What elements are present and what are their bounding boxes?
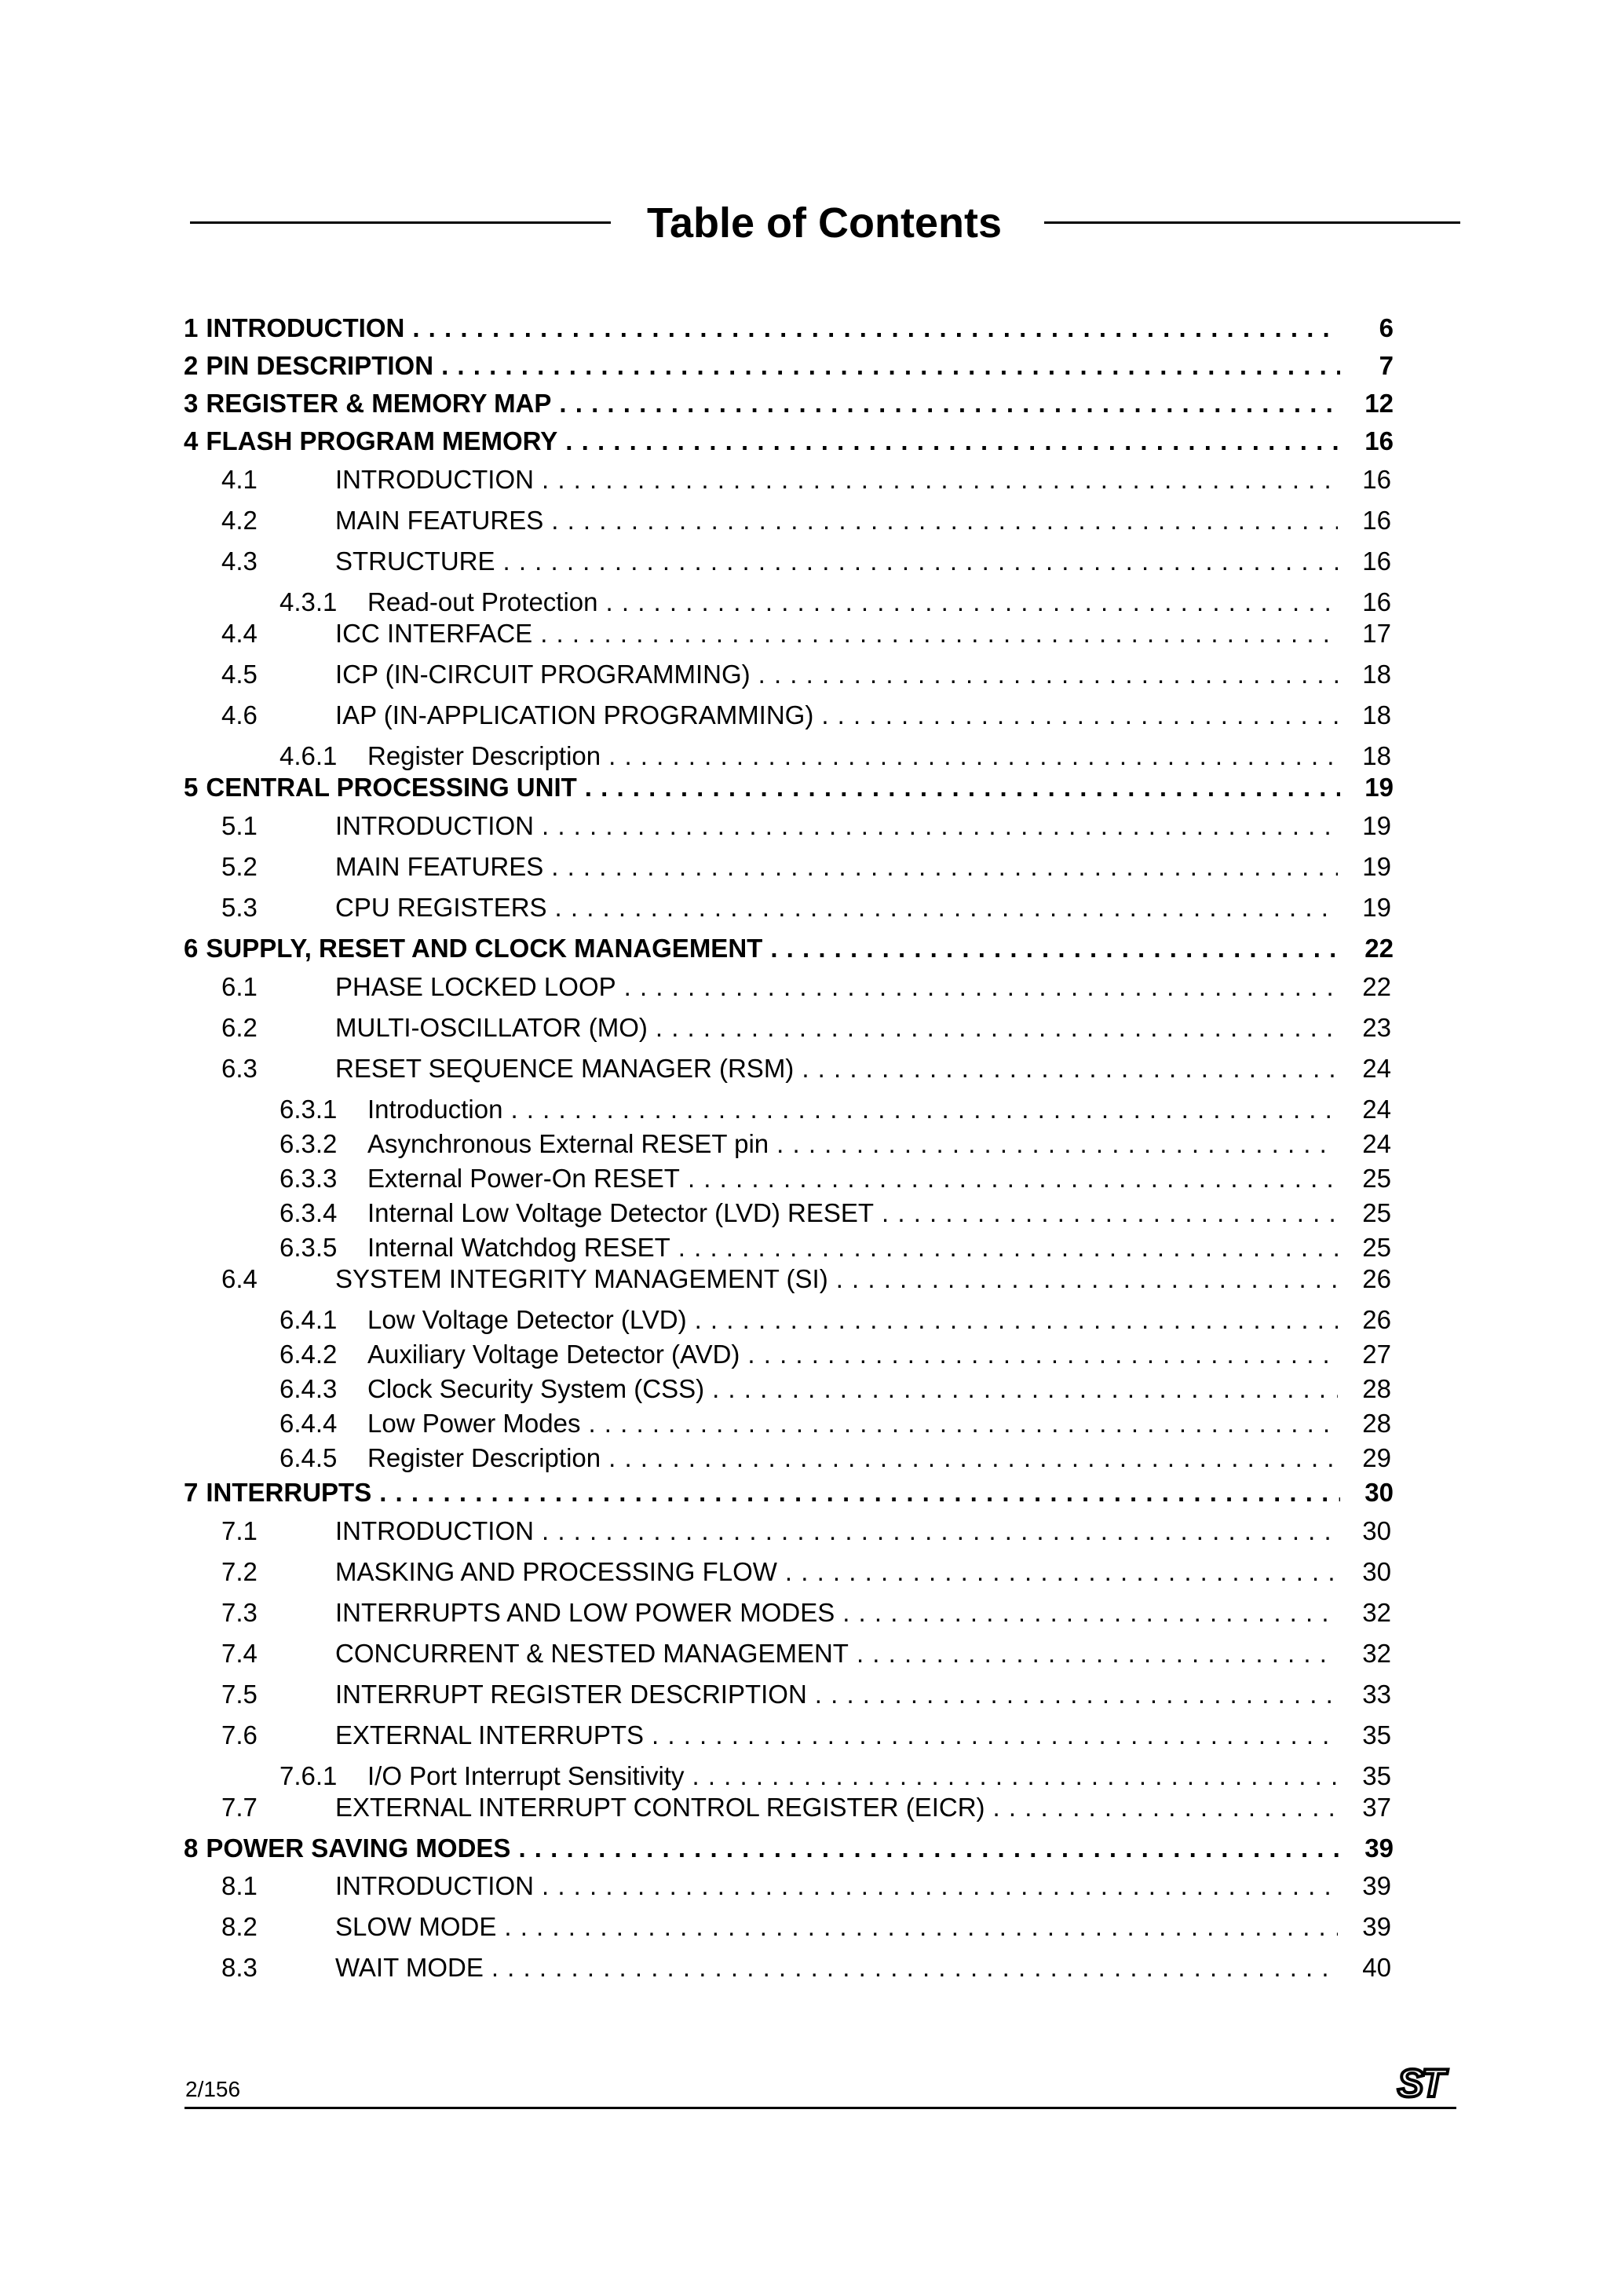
dot-leader xyxy=(491,1951,1338,1985)
toc-entry-page: 25 xyxy=(1362,1233,1391,1262)
toc-entry[interactable] xyxy=(221,890,1391,925)
toc-entry-page: 29 xyxy=(1362,1443,1391,1472)
toc-entry-page: 12 xyxy=(1364,389,1394,418)
toc-entry-title[interactable]: REGISTER & MEMORY MAP xyxy=(206,389,552,418)
toc-entry-number: 7.4 xyxy=(221,1639,258,1668)
toc-entry[interactable] xyxy=(221,1718,1391,1753)
toc-entry-number: 6.4.2 xyxy=(279,1340,338,1369)
toc-entry-page: 22 xyxy=(1364,934,1394,963)
toc-entry[interactable] xyxy=(221,1790,1391,1825)
toc-entry[interactable] xyxy=(221,1011,1391,1045)
toc-entry-number: 8.3 xyxy=(221,1953,258,1982)
dot-leader xyxy=(542,809,1338,843)
toc-entry-page: 25 xyxy=(1362,1164,1391,1193)
toc-entry-title[interactable]: STRUCTURE xyxy=(335,547,495,576)
toc-entry-page: 7 xyxy=(1379,351,1394,380)
dot-leader xyxy=(842,1596,1338,1630)
toc-entry-number: 5 xyxy=(184,773,199,802)
toc-entry-page: 24 xyxy=(1362,1095,1391,1124)
dot-leader xyxy=(518,1831,1340,1866)
dot-leader xyxy=(551,503,1338,538)
toc-entry[interactable] xyxy=(221,616,1391,651)
toc-entry[interactable] xyxy=(279,1441,1391,1475)
dot-leader xyxy=(815,1677,1338,1712)
toc-entry[interactable] xyxy=(279,1092,1391,1127)
toc-entry[interactable] xyxy=(221,1555,1391,1589)
toc-entry[interactable] xyxy=(221,1677,1391,1712)
toc-entry[interactable] xyxy=(221,1514,1391,1548)
toc-entry-number: 6.1 xyxy=(221,972,258,1001)
toc-entry-title[interactable]: ICP (IN-CIRCUIT PROGRAMMING) xyxy=(335,660,751,689)
dot-leader xyxy=(551,850,1338,884)
toc-entry-title[interactable]: Low Power Modes xyxy=(367,1409,581,1438)
toc-entry-number: 6 xyxy=(184,934,199,963)
title-rule-right xyxy=(1044,221,1460,224)
toc-entry-title[interactable]: INTRODUCTION xyxy=(335,1871,534,1900)
dot-leader xyxy=(510,1092,1338,1127)
toc-entry-page: 39 xyxy=(1364,1834,1394,1863)
toc-entry[interactable] xyxy=(279,1759,1391,1793)
dot-leader xyxy=(747,1337,1338,1372)
toc-entry-title[interactable]: Low Voltage Detector (LVD) xyxy=(367,1305,687,1334)
toc-entry[interactable] xyxy=(221,1262,1391,1296)
toc-entry-number: 6.4.5 xyxy=(279,1443,338,1472)
toc-entry-title[interactable]: INTERRUPTS AND LOW POWER MODES xyxy=(335,1598,835,1627)
toc-entry-number: 4.6.1 xyxy=(279,741,338,770)
page-number: 2/156 xyxy=(185,2077,241,2101)
dot-leader xyxy=(882,1196,1338,1230)
dot-leader xyxy=(624,970,1338,1004)
toc-entry-page: 33 xyxy=(1362,1680,1391,1709)
toc-entry-number: 8.1 xyxy=(221,1871,258,1900)
toc-entry-number: 6.3.2 xyxy=(279,1129,338,1158)
toc-entry[interactable] xyxy=(221,503,1391,538)
dot-leader xyxy=(802,1051,1338,1086)
toc-entry[interactable] xyxy=(279,585,1391,620)
dot-leader xyxy=(758,657,1338,692)
toc-entry-title[interactable]: EXTERNAL INTERRUPTS xyxy=(335,1720,645,1749)
toc-entry[interactable] xyxy=(279,1406,1391,1441)
toc-entry-title[interactable]: EXTERNAL INTERRUPT CONTROL REGISTER (EICR) xyxy=(335,1793,985,1822)
toc-entry-page: 28 xyxy=(1362,1409,1391,1438)
toc-entry-number: 6.2 xyxy=(221,1013,258,1042)
toc-entry-title[interactable]: SUPPLY, RESET AND CLOCK MANAGEMENT xyxy=(206,934,763,963)
dot-leader xyxy=(692,1759,1338,1793)
toc-entry-title[interactable]: FLASH PROGRAM MEMORY xyxy=(206,426,558,455)
st-logo xyxy=(1385,2060,1456,2103)
title-rule-left xyxy=(190,221,611,224)
dot-leader xyxy=(504,1910,1338,1944)
dot-leader xyxy=(542,462,1338,497)
toc-entry-page: 22 xyxy=(1362,972,1391,1001)
toc-chapter[interactable] xyxy=(184,931,1394,966)
toc-entry-title[interactable]: WAIT MODE xyxy=(335,1953,484,1982)
toc-chapter[interactable] xyxy=(184,349,1394,383)
toc-entry-title[interactable]: CENTRAL PROCESSING UNIT xyxy=(206,773,577,802)
toc-entry-title[interactable]: Register Description xyxy=(367,1443,601,1472)
toc-entry-number: 5.2 xyxy=(221,852,258,881)
toc-entry-title[interactable]: INTRODUCTION xyxy=(335,1516,534,1545)
toc-entry-title[interactable]: Internal Watchdog RESET xyxy=(367,1233,670,1262)
dot-leader xyxy=(652,1718,1338,1753)
toc-entry-title[interactable]: INTRODUCTION xyxy=(335,811,534,840)
toc-entry-page: 19 xyxy=(1362,852,1391,881)
toc-entry-title[interactable]: CONCURRENT & NESTED MANAGEMENT xyxy=(335,1639,849,1668)
toc-entry-number: 7.3 xyxy=(221,1598,258,1627)
toc-entry-page: 16 xyxy=(1362,465,1391,494)
toc-entry-title[interactable]: INTERRUPTS xyxy=(206,1478,372,1507)
toc-entry-number: 4.5 xyxy=(221,660,258,689)
toc-entry-page: 18 xyxy=(1362,741,1391,770)
toc-entry-page: 19 xyxy=(1362,811,1391,840)
toc-entry-title[interactable]: MASKING AND PROCESSING FLOW xyxy=(335,1557,777,1586)
toc-entry-number: 6.4 xyxy=(221,1264,258,1293)
toc-entry-number: 6.4.1 xyxy=(279,1305,338,1334)
page-title: Table of Contents xyxy=(647,199,1002,247)
toc-entry-page: 27 xyxy=(1362,1340,1391,1369)
toc-entry-number: 5.1 xyxy=(221,811,258,840)
dot-leader xyxy=(712,1372,1338,1406)
toc-entry-number: 4.2 xyxy=(221,506,258,535)
toc-entry-number: 8 xyxy=(184,1834,199,1863)
toc-entry[interactable] xyxy=(221,1910,1391,1944)
toc-entry-page: 16 xyxy=(1362,587,1391,616)
toc-entry[interactable] xyxy=(221,1951,1391,1985)
toc-entry-number: 6.4.3 xyxy=(279,1374,338,1403)
toc-entry-title[interactable]: MAIN FEATURES xyxy=(335,852,544,881)
toc-entry-number: 4 xyxy=(184,426,199,455)
dot-leader xyxy=(608,1441,1338,1475)
toc-entry[interactable] xyxy=(221,1636,1391,1671)
toc-chapter[interactable] xyxy=(184,1831,1394,1866)
toc-chapter[interactable] xyxy=(184,424,1394,459)
toc-entry-title[interactable]: MULTI-OSCILLATOR (MO) xyxy=(335,1013,648,1042)
toc-entry-number: 4.3 xyxy=(221,547,258,576)
dot-leader xyxy=(836,1262,1338,1296)
toc-entry-page: 40 xyxy=(1362,1953,1391,1982)
toc-entry-title[interactable]: PHASE LOCKED LOOP xyxy=(335,972,616,1001)
toc-entry-title[interactable]: INTERRUPT REGISTER DESCRIPTION xyxy=(335,1680,807,1709)
toc-entry-page: 25 xyxy=(1362,1198,1391,1227)
toc-entry[interactable] xyxy=(279,1303,1391,1337)
dot-leader xyxy=(585,770,1340,805)
toc-entry-title[interactable]: SLOW MODE xyxy=(335,1912,497,1941)
toc-entry-page: 35 xyxy=(1362,1720,1391,1749)
dot-leader xyxy=(821,698,1338,733)
dot-leader xyxy=(559,386,1340,421)
toc-entry-title[interactable]: INTRODUCTION xyxy=(335,465,534,494)
toc-entry-page: 16 xyxy=(1362,506,1391,535)
toc-entry[interactable] xyxy=(221,1051,1391,1086)
toc-entry-title[interactable]: I/O Port Interrupt Sensitivity xyxy=(367,1761,685,1790)
dot-leader xyxy=(540,616,1338,651)
toc-entry-number: 7.7 xyxy=(221,1793,258,1822)
dot-leader xyxy=(441,349,1340,383)
toc-entry-title[interactable]: POWER SAVING MODES xyxy=(206,1834,511,1863)
toc-entry-number: 7.6.1 xyxy=(279,1761,338,1790)
toc-entry-title[interactable]: INTRODUCTION xyxy=(206,313,405,342)
toc-entry-page: 32 xyxy=(1362,1639,1391,1668)
dot-leader xyxy=(688,1161,1338,1196)
dot-leader xyxy=(555,890,1338,925)
toc-entry[interactable] xyxy=(279,1337,1391,1372)
dot-leader xyxy=(695,1303,1338,1337)
toc-entry-title[interactable]: Auxiliary Voltage Detector (AVD) xyxy=(367,1340,740,1369)
toc-entry-title[interactable]: RESET SEQUENCE MANAGER (RSM) xyxy=(335,1054,795,1083)
toc-entry-title[interactable]: MAIN FEATURES xyxy=(335,506,544,535)
toc-chapter[interactable] xyxy=(184,311,1394,345)
dot-leader xyxy=(656,1011,1338,1045)
toc-entry-title[interactable]: Internal Low Voltage Detector (LVD) RESET xyxy=(367,1198,875,1227)
toc-entry-page: 32 xyxy=(1362,1598,1391,1627)
dot-leader xyxy=(785,1555,1338,1589)
toc-entry[interactable] xyxy=(221,809,1391,843)
toc-entry-number: 4.1 xyxy=(221,465,258,494)
dot-leader xyxy=(542,1514,1338,1548)
dot-leader xyxy=(503,544,1339,579)
toc-entry-number: 7.1 xyxy=(221,1516,258,1545)
toc-entry-page: 39 xyxy=(1362,1871,1391,1900)
toc-entry-number: 6.3 xyxy=(221,1054,258,1083)
toc-entry-number: 4.3.1 xyxy=(279,587,338,616)
toc-entry-title[interactable]: CPU REGISTERS xyxy=(335,893,547,922)
toc-entry-number: 5.3 xyxy=(221,893,258,922)
toc-entry[interactable] xyxy=(221,657,1391,692)
dot-leader xyxy=(606,585,1338,620)
toc-chapter[interactable] xyxy=(184,770,1394,805)
toc-entry-page: 24 xyxy=(1362,1129,1391,1158)
toc-entry-page: 6 xyxy=(1379,313,1394,342)
toc-entry-number: 7.2 xyxy=(221,1557,258,1586)
toc-entry-number: 6.3.4 xyxy=(279,1198,338,1227)
toc-chapter[interactable] xyxy=(184,1475,1394,1510)
toc-entry[interactable] xyxy=(221,462,1391,497)
svg-text:ST: ST xyxy=(1397,2061,1443,2103)
toc-entry-number: 4.4 xyxy=(221,619,258,648)
toc-entry-title[interactable]: ICC INTERFACE xyxy=(335,619,533,648)
dot-leader xyxy=(542,1869,1338,1903)
footer-rule xyxy=(184,2107,1456,2109)
toc-entry[interactable] xyxy=(279,1196,1391,1230)
toc-entry-number: 4.6 xyxy=(221,700,258,729)
toc-entry-page: 18 xyxy=(1362,660,1391,689)
toc-entry-page: 37 xyxy=(1362,1793,1391,1822)
toc-entry[interactable] xyxy=(279,739,1391,773)
toc-entry[interactable] xyxy=(221,970,1391,1004)
toc-entry[interactable] xyxy=(221,850,1391,884)
dot-leader xyxy=(412,311,1340,345)
toc-entry-number: 1 xyxy=(184,313,199,342)
toc-chapter[interactable] xyxy=(184,386,1394,421)
toc-entry-number: 8.2 xyxy=(221,1912,258,1941)
toc-entry-page: 18 xyxy=(1362,700,1391,729)
toc-entry-number: 6.4.4 xyxy=(279,1409,338,1438)
toc-entry-number: 7 xyxy=(184,1478,199,1507)
dot-leader xyxy=(770,931,1340,966)
toc-entry-page: 30 xyxy=(1362,1516,1391,1545)
dot-leader xyxy=(608,739,1338,773)
toc-entry-number: 6.3.1 xyxy=(279,1095,338,1124)
dot-leader xyxy=(678,1230,1338,1265)
toc-entry-page: 19 xyxy=(1364,773,1394,802)
toc-entry-title[interactable]: SYSTEM INTEGRITY MANAGEMENT (SI) xyxy=(335,1264,828,1293)
dot-leader xyxy=(565,424,1340,459)
toc-entry[interactable] xyxy=(221,544,1391,579)
toc-entry-page: 28 xyxy=(1362,1374,1391,1403)
dot-leader xyxy=(776,1127,1338,1161)
toc-entry-page: 30 xyxy=(1364,1478,1394,1507)
toc-entry-number: 3 xyxy=(184,389,199,418)
toc-entry-page: 23 xyxy=(1362,1013,1391,1042)
toc-entry[interactable] xyxy=(221,1869,1391,1903)
toc-entry[interactable] xyxy=(221,1596,1391,1630)
toc-entry[interactable] xyxy=(279,1161,1391,1196)
toc-entry-title[interactable]: Read-out Protection xyxy=(367,587,598,616)
toc-entry-page: 26 xyxy=(1362,1305,1391,1334)
dot-leader xyxy=(993,1790,1338,1825)
toc-entry-title[interactable]: Asynchronous External RESET pin xyxy=(367,1129,769,1158)
toc-entry-page: 39 xyxy=(1362,1912,1391,1941)
toc-entry-title[interactable]: PIN DESCRIPTION xyxy=(206,351,434,380)
dot-leader xyxy=(857,1636,1338,1671)
dot-leader xyxy=(588,1406,1338,1441)
toc-entry-page: 17 xyxy=(1362,619,1391,648)
toc-entry-number: 7.5 xyxy=(221,1680,258,1709)
toc-entry[interactable] xyxy=(279,1127,1391,1161)
toc-entry-page: 16 xyxy=(1362,547,1391,576)
toc-entry-page: 26 xyxy=(1362,1264,1391,1293)
toc-entry-title[interactable]: Introduction xyxy=(367,1095,503,1124)
dot-leader xyxy=(379,1475,1340,1510)
toc-entry-number: 7.6 xyxy=(221,1720,258,1749)
toc-entry-page: 24 xyxy=(1362,1054,1391,1083)
toc-entry-page: 35 xyxy=(1362,1761,1391,1790)
toc-entry-title[interactable]: External Power-On RESET xyxy=(367,1164,680,1193)
toc-entry[interactable] xyxy=(279,1372,1391,1406)
toc-entry[interactable] xyxy=(221,698,1391,733)
toc-entry-title[interactable]: IAP (IN-APPLICATION PROGRAMMING) xyxy=(335,700,814,729)
toc-entry-number: 6.3.5 xyxy=(279,1233,338,1262)
toc-entry[interactable] xyxy=(279,1230,1391,1265)
toc-entry-number: 2 xyxy=(184,351,199,380)
toc-entry-page: 16 xyxy=(1364,426,1394,455)
toc-entry-title[interactable]: Clock Security System (CSS) xyxy=(367,1374,705,1403)
toc-entry-page: 30 xyxy=(1362,1557,1391,1586)
toc-entry-number: 6.3.3 xyxy=(279,1164,338,1193)
toc-entry-title[interactable]: Register Description xyxy=(367,741,601,770)
toc-entry-page: 19 xyxy=(1362,893,1391,922)
